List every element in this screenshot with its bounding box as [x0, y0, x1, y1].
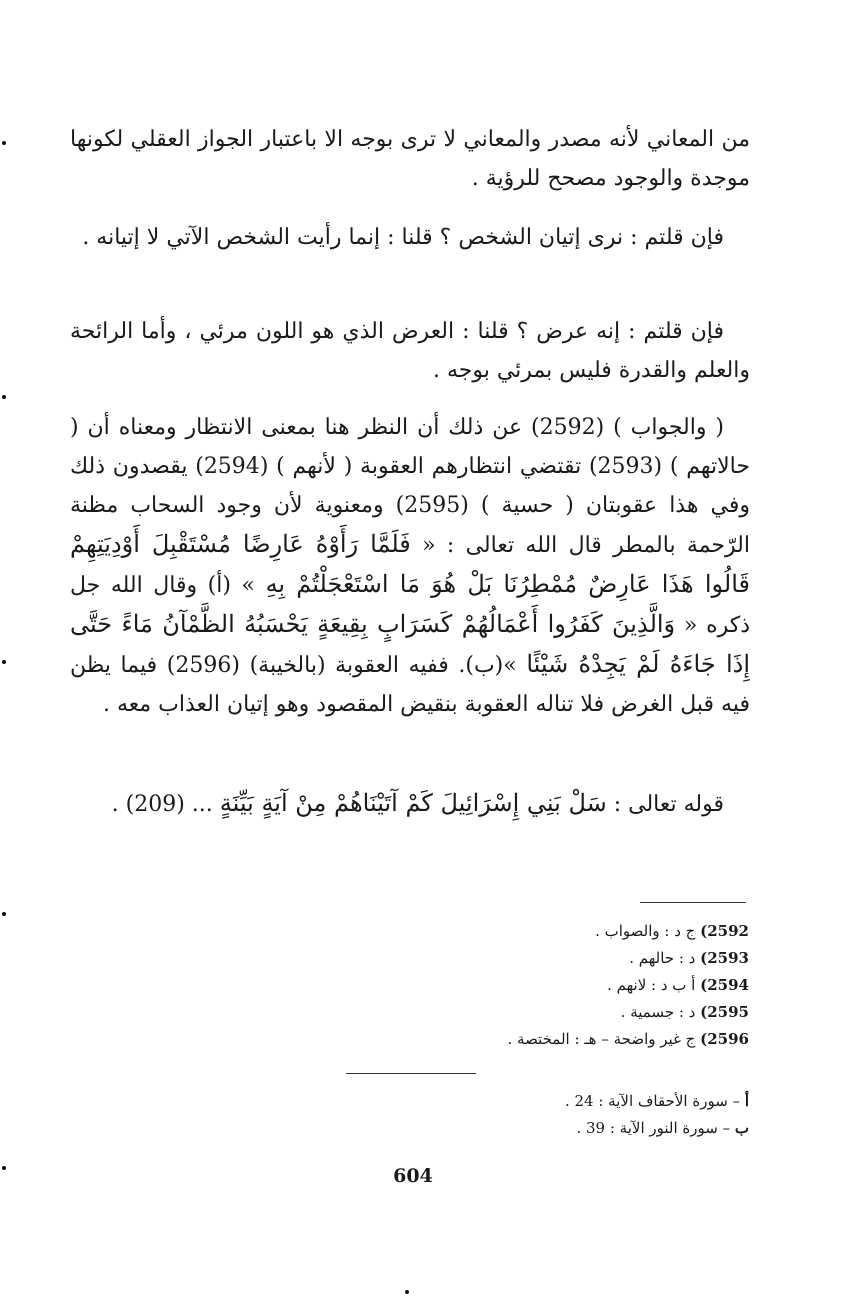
paragraph-1-text: من المعاني لأنه مصدر والمعاني لا ترى بوجه الا باعتبار الجواز العقلي لكونها موجدة والوجود مصحح للرؤية .: [70, 127, 750, 191]
footnote-item: [369, 1026, 749, 1053]
reference-item: [369, 1088, 749, 1115]
reference-divider: [346, 1073, 476, 1074]
paragraph-5: [70, 784, 750, 824]
footnote-text: ج د : والصواب .: [595, 922, 696, 940]
quran-verse-2: وَالَّذِينَ كَفَرُوا أَعْمَالُهُمْ كَسَرَابٍ بِقِيعَةٍ يَحْسَبُهُ الظَّمْآنُ مَاءً حَتَّى إِذَا جَاءَهُ لَمْ يَجِدْهُ شَيْئًا: [70, 610, 750, 678]
quran-references-list: [369, 1088, 749, 1142]
scan-speck: [2, 1166, 6, 1170]
paragraph-3: [70, 312, 750, 390]
paragraph-5-text-b: ... (209) .: [111, 792, 213, 817]
footnote-number: 2593): [700, 949, 749, 967]
footnote-number: 2594): [700, 976, 749, 994]
paragraph-5-text-a: قوله تعالى :: [613, 792, 724, 817]
footnote-text: د : جسمية .: [620, 1003, 696, 1021]
paragraph-3-text: فإن قلتم : إنه عرض ؟ قلنا : العرض الذي هو اللون مرئي ، وأما الرائحة والعلم والقدرة فليس بمرئي بوجه .: [70, 319, 750, 383]
reference-item: [369, 1115, 749, 1142]
scan-speck: [2, 660, 6, 664]
footnote-item: [369, 945, 749, 972]
paragraph-4-text-a: ( والجواب ) (2592) عن ذلك أن النظر هنا بمعنى الانتظار ومعناه أن ( حالاتهم ) (2593) تقتضي انتظارهم العقوبة ( لأنهم ) (2594) يقصدون ذلك وفي هذا عقوبتان ( حسية ) (2595) ومعنوية لأن وجود السحاب مظنة الرّحمة بالمطر قال الله تعالى : «: [70, 415, 750, 558]
reference-text: – سورة النور الآية : 39 .: [576, 1119, 731, 1137]
scan-speck: [405, 1290, 409, 1294]
paragraph-4-text-b: » (أ) وقال الله جل ذكره «: [70, 573, 751, 638]
scan-speck: [2, 395, 6, 399]
footnote-text: أ ب د : لانهم .: [607, 976, 696, 994]
quran-verse-3: سَلْ بَنِي إِسْرَائِيلَ كَمْ آتَيْنَاهُمْ مِنْ آيَةٍ بَيِّنَةٍ: [219, 789, 607, 817]
footnote-text: ج غير واضحة – هـ : المختصة .: [507, 1030, 696, 1048]
footnotes-list: [369, 918, 749, 1053]
footnote-number: 2596): [700, 1030, 749, 1048]
paragraph-1: [70, 120, 750, 198]
footnote-number: 2592): [700, 922, 749, 940]
reference-letter: ب: [734, 1119, 749, 1137]
footnote-number: 2595): [700, 1003, 749, 1021]
footnote-item: [369, 918, 749, 945]
paragraph-2: [70, 218, 750, 257]
page-number: 604: [393, 1165, 433, 1187]
reference-text: – سورة الأحقاف الآية : 24 .: [564, 1092, 741, 1110]
footnote-item: [369, 999, 749, 1026]
paragraph-4-text-c: »(ب). ففيه العقوبة (بالخيبة) (2596) فيما يظن فيه قبل الغرض فلا تناله العقوبة بنقيض المقصود وهو إتيان العذاب معه .: [70, 653, 750, 717]
footnote-divider: [640, 902, 746, 903]
paragraph-4: [70, 408, 750, 724]
scan-speck: [2, 141, 6, 145]
footnote-text: د : حالهم .: [629, 949, 696, 967]
paragraph-2-text: فإن قلتم : نرى إتيان الشخص ؟ قلنا : إنما رأيت الشخص الآتي لا إتيانه .: [82, 225, 724, 250]
quran-verse-1: فَلَمَّا رَأَوْهُ عَارِضًا مُسْتَقْبِلَ أَوْدِيَتِهِمْ قَالُوا هَذَا عَارِضٌ مُمْطِرُنَا بَلْ هُوَ مَا اسْتَعْجَلْتُمْ بِهِ: [70, 530, 751, 598]
reference-letter: أ: [744, 1092, 749, 1110]
scan-speck: [2, 912, 6, 916]
footnote-item: [369, 972, 749, 999]
